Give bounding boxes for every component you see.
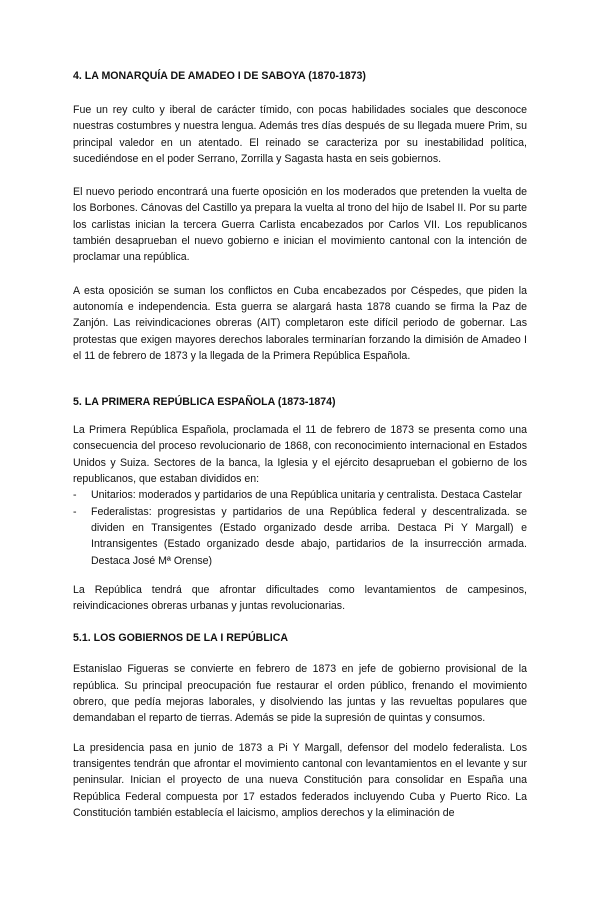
section-4-paragraph-1: Fue un rey culto y iberal de carácter tímido, con pocas habilidades sociales que desconoce nuestras costumbres y nuestra lengua. Además tres días después de su llegada muere Prim, su principal valedor en un atentado. El reinado se caracteriza por su inestabilidad política, sucediéndose en el poder Serrano, Zorrilla y Sagasta hasta en seis gobiernos.	[73, 104, 527, 165]
section-4-paragraph-3: A esta oposición se suman los conflictos en Cuba encabezados por Céspedes, que piden la autonomía e independencia. Esta guerra se alargará hasta 1878 cuando se firma la Paz de Zanjón. Las reivindicaciones obreras (AIT) completaron este difícil periodo de gobernar. Las protestas que exigen mayores derechos laborales terminarían forzando la dimisión de Amadeo I el 11 de febrero de 1873 y la llegada de la Primera República Española.	[73, 284, 527, 362]
section-4-paragraph-2: El nuevo periodo encontrará una fuerte oposición en los moderados que pretenden la vuelta de los Borbones. Cánovas del Castillo ya prepara la vuelta al trono del hijo de Isabel II. Por su parte los carlistas inician la tercera Guerra Carlista encabezados por Carlos VII. Los republicanos también desaprueban el nuevo gobierno e inician el movimiento cantonal con la intención de proclamar una república.	[73, 186, 527, 264]
list-item	[73, 487, 527, 503]
section-5-bullet-list	[73, 487, 527, 568]
bullet-marker: -	[73, 505, 77, 518]
list-item-text: Unitarios: moderados y partidarios de una República unitaria y centralista. Destaca Castelar	[91, 489, 523, 502]
section-5-1-paragraph-2: La presidencia pasa en junio de 1873 a Pi Y Margall, defensor del modelo federalista. Los transigentes tendrán que afrontar el movimiento cantonal con levantamientos en el levante y sur peninsular. Inician el proyecto de una nueva Constitución para consolidar en España una República Federal compuesta por 17 estados federados incluyendo Cuba y Puerto Rico. La Constitución también establecía el laicismo, amplios derechos y la eliminación de	[73, 741, 527, 819]
section-5-intro: La Primera República Española, proclamada el 11 de febrero de 1873 se presenta como una consecuencia del proceso revolucionario de 1868, con reconocimiento internacional en Estados Unidos y Suiza. Sectores de la banca, la Iglesia y el ejército desaprueban el gobierno de los republicanos, que estaban divididos en:	[73, 424, 527, 486]
document-page	[0, 68, 600, 916]
section-5-1-heading: 5.1. LOS GOBIERNOS DE LA I REPÚBLICA	[73, 632, 289, 645]
section-5-heading: 5. LA PRIMERA REPÚBLICA ESPAÑOLA (1873-1874)	[73, 396, 336, 409]
section-4-heading: 4. LA MONARQUÍA DE AMADEO I DE SABOYA (1870-1873)	[73, 70, 366, 82]
section-5-closing: La República tendrá que afrontar dificultades como levantamientos de campesinos, reivindicaciones obreras urbanas y juntas revolucionarias.	[73, 583, 527, 613]
section-5-1-paragraph-1: Estanislao Figueras se convierte en febrero de 1873 en jefe de gobierno provisional de la república. Su principal preocupación fue restaurar el orden público, frenando el movimiento obrero, que pedía mejoras laborales, y disolviendo las juntas y las revueltas populares que demandaban el reparto de tierras. Además se pide la supresión de quintas y consumos.	[73, 663, 527, 725]
list-item	[73, 504, 527, 569]
list-item-text: Federalistas: progresistas y partidarios de una República federal y descentralizada. se dividen en Transigentes (Estado organizado desde arriba. Destaca Pi Y Margall) e Intransigentes (Estado organizado desde abajo, partidarios de la insurrección armada. Destaca José Mª Orense)	[91, 505, 527, 567]
bullet-marker: -	[73, 489, 77, 502]
